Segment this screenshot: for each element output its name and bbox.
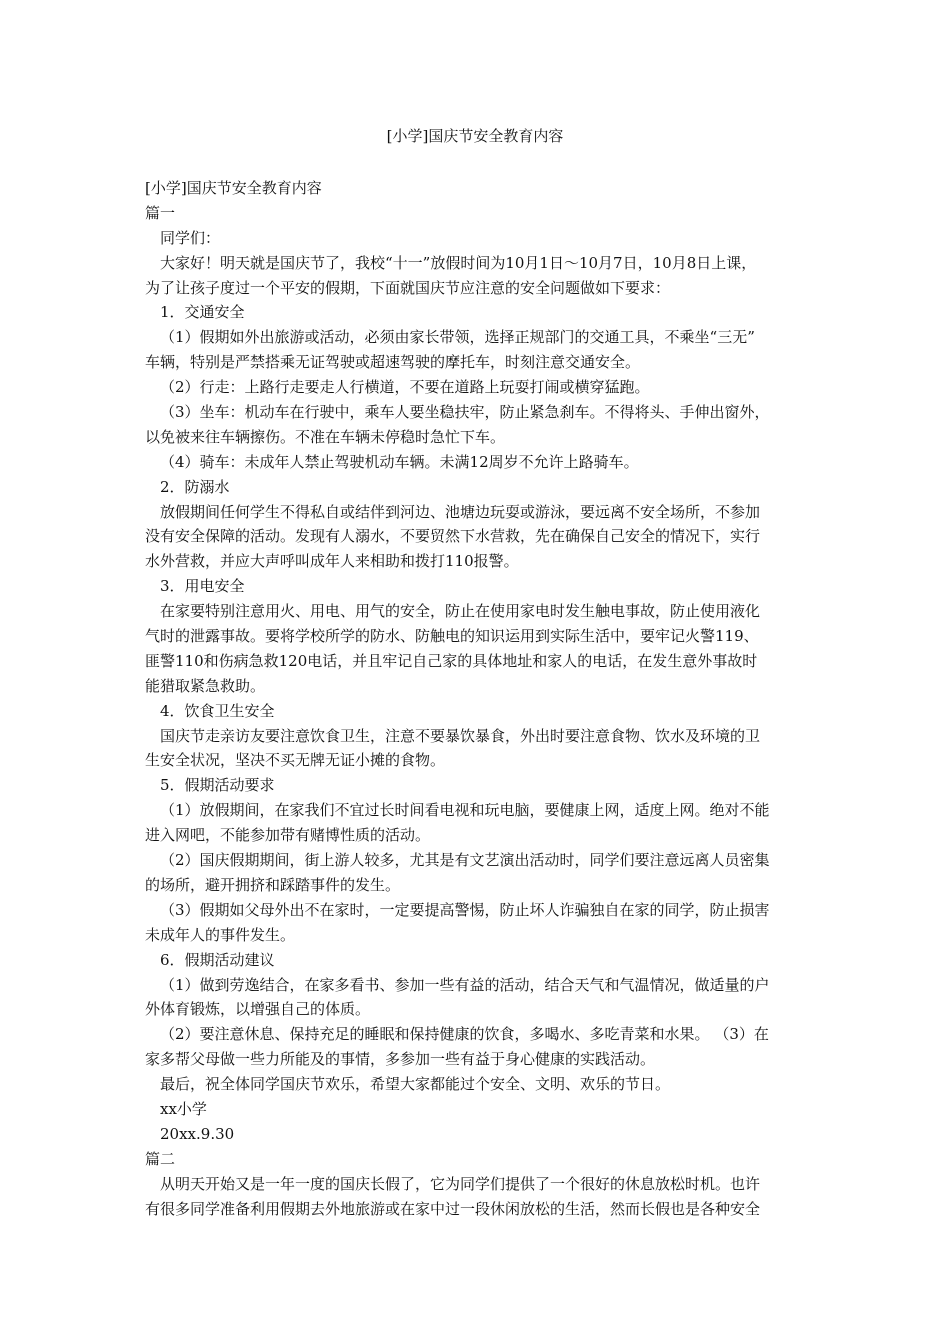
body-line: 能猎取紧急救助。 [145,676,266,695]
body-line: 有很多同学准备利用假期去外地旅游或在家中过一段休闲放松的生活，然而长假也是各种安全 [145,1199,761,1218]
body-line: 国庆节走亲访友要注意饮食卫生，注意不要暴饮暴食，外出时要注意食物、饮水及环境的卫 [160,726,761,745]
body-line: 放假期间任何学生不得私自或结伴到河边、池塘边玩耍或游泳，要远离不安全场所，不参加 [160,502,761,521]
body-line: 的场所，避开拥挤和踩踏事件的发生。 [145,875,401,894]
document-title: [小学]国庆节安全教育内容 [386,127,564,145]
body-line: xx小学 [160,1099,207,1118]
body-line: （3）假期如父母外出不在家时，一定要提高警惕，防止坏人诈骗独自在家的同学，防止损害 [160,900,770,919]
body-line: 车辆，特别是严禁搭乘无证驾驶或超速驾驶的摩托车，时刻注意交通安全。 [145,353,641,372]
body-line: （2）国庆假期期间，街上游人较多，尤其是有文艺演出活动时，同学们要注意远离人员密集 [160,851,770,870]
body-line: （2）要注意休息、保持充足的睡眠和保持健康的饮食，多喝水、多吃青菜和水果。 （3）在 [160,1025,769,1044]
body-line: 以免被来往车辆擦伤。不准在车辆未停稳时急忙下车。 [145,427,506,446]
body-line: 没有安全保障的活动。发现有人溺水，不要贸然下水营救，先在确保自己安全的情况下，实行 [145,527,761,546]
body-line: 5．假期活动要求 [160,776,275,795]
body-line: 同学们： [160,228,221,247]
body-line: 匪警110和伤病急救120电话，并且牢记自己家的具体地址和家人的电话，在发生意外事故时 [145,651,758,670]
body-line: 在家要特别注意用火、用电、用气的安全，防止在使用家电时发生触电事故，防止使用液化 [160,602,761,621]
body-line: 大家好！明天就是国庆节了，我校“十一”放假时间为10月1日～10月7日，10月8日上课， [160,253,757,272]
body-line: 2．防溺水 [160,477,230,496]
body-line: 水外营救，并应大声呼叫成年人来相助和拨打110报警。 [145,552,519,571]
body-line: （1）放假期间，在家我们不宜过长时间看电视和玩电脑，要健康上网，适度上网。绝对不能 [160,801,770,820]
body-line: 为了让孩子度过一个平安的假期，下面就国庆节应注意的安全问题做如下要求： [145,278,671,297]
body-line: （3）坐车：机动车在行驶中，乘车人要坐稳扶牢，防止紧急刹车。不得将头、手伸出窗外， [160,403,770,422]
document-body [145,176,810,1221]
body-line: 6．假期活动建议 [160,950,275,969]
body-line: 从明天开始又是一年一度的国庆长假了，它为同学们提供了一个很好的休息放松时机。也许 [160,1174,761,1193]
body-line: （1）做到劳逸结合，在家多看书、参加一些有益的活动，结合天气和气温情况，做适量的户 [160,975,770,994]
body-line: [小学]国庆节安全教育内容 [145,179,322,197]
body-line: 篇二 [145,1149,176,1168]
body-line: 气时的泄露事故。要将学校所学的防水、防触电的知识运用到实际生活中，要牢记火警119、 [145,627,759,646]
body-line: 篇一 [145,203,176,222]
body-line: 进入网吧，不能参加带有赌博性质的活动。 [145,826,431,845]
body-line: 家多帮父母做一些力所能及的事情，多参加一些有益于身心健康的实践活动。 [145,1050,656,1069]
body-line: （2）行走：上路行走要走人行横道，不要在道路上玩耍打闹或横穿猛跑。 [160,378,650,397]
body-line: 最后，祝全体同学国庆节欢乐，希望大家都能过个安全、文明、欢乐的节日。 [160,1075,671,1094]
body-line: （1）假期如外出旅游或活动，必须由家长带领，选择正规部门的交通工具，不乘坐“三无” [160,328,755,347]
body-line: 3．用电安全 [160,577,245,596]
body-line: 4．饮食卫生安全 [160,701,275,720]
body-line: 1．交通安全 [160,303,245,322]
body-line: 外体育锻炼，以增强自己的体质。 [145,1000,371,1019]
body-line: 生安全状况，坚决不买无牌无证小摊的食物。 [145,751,446,770]
body-line: 20xx.9.30 [160,1124,235,1143]
body-line: 未成年人的事件发生。 [145,925,296,944]
body-line: （4）骑车：未成年人禁止驾驶机动车辆。未满12周岁不允许上路骑车。 [160,452,639,471]
